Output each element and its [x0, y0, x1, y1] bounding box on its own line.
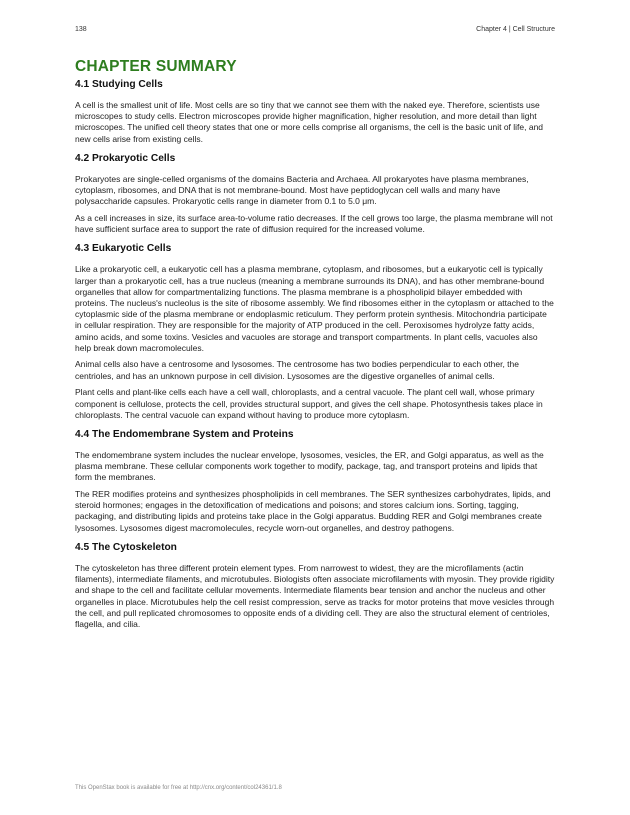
- section-heading: 4.4 The Endomembrane System and Proteins: [75, 428, 294, 440]
- section-cytoskeleton: [75, 542, 555, 630]
- paragraph: The endomembrane system includes the nuclear envelope, lysosomes, vesicles, the ER, and Golgi apparatus, as well as the plasma membrane. These cellular components work together to modify, package, tag, and transport proteins and lipids that form the membranes.: [75, 449, 544, 483]
- paragraph: Like a prokaryotic cell, a eukaryotic cell has a plasma membrane, cytoplasm, and ribosomes, but a eukaryotic cell is typically larger than a prokaryotic cell, has a true nucleus (meaning a membrane surrounds its DNA), and has other membrane-bound organelles that allow for compartmentalizing functions. The plasma membrane is a phospholipid bilayer embedded with proteins. The nucleus's nucleolus is the site of ribosome assembly. We find ribosomes either in the cytoplasm or attached to the cytoplasmic side of the plasma membrane or endoplasmic reticulum. They perform protein synthesis. Mitochondria participate in cellular respiration. They are responsible for the majority of ATP produced in the cell. Peroxisomes hydrolyze fatty acids, amino acids, and some toxins. Vesicles and vacuoles are storage and transport compartments. In plant cells, vacuoles also help break down macromolecules.: [75, 264, 554, 353]
- section-heading: 4.5 The Cytoskeleton: [75, 541, 177, 553]
- section-heading: 4.2 Prokaryotic Cells: [75, 152, 176, 164]
- paragraph: Plant cells and plant-like cells each have a cell wall, chloroplasts, and a central vacuole. The plant cell wall, whose primary component is cellulose, protects the cell, provides structural support, and gives the cell shape. Photosynthesis takes place in chloroplasts. The central vacuole can expand without having to produce more cytoplasm.: [75, 387, 543, 420]
- page-title: CHAPTER SUMMARY: [75, 58, 237, 75]
- footer-notice: This OpenStax book is available for free at http://cnx.org/content/col24361/1.8: [75, 785, 282, 791]
- paragraph: The cytoskeleton has three different protein element types. From narrowest to widest, they are the microfilaments (actin filaments), intermediate filaments, and microtubules. Biologists often associate microfilaments with myosin. They provide rigidity and shape to the cell and facilitate cellular movements. Intermediate filaments bear tension and anchor the nucleus and other organelles in place. Microtubules help the cell resist compression, serve as tracks for motor proteins that move vesicles through the cell, and pull replicated chromosomes to opposite ends of a dividing cell. They are also the structural element of centrioles, flagella, and cilia.: [75, 562, 555, 629]
- paragraph: As a cell increases in size, its surface area-to-volume ratio decreases. If the cell grows too large, the plasma membrane will not have sufficient surface area to support the rate of diffusion required for the increased volume.: [75, 212, 553, 235]
- section-eukaryotic-cells: [75, 243, 555, 421]
- paragraph: The RER modifies proteins and synthesizes phospholipids in cell membranes. The SER synthesizes carbohydrates, lipids, and steroid hormones; engages in the detoxification of medications and poisons; and stores calcium ions. Sorting, tagging, packaging, and distributing lipids and proteins take place in the Golgi apparatus. Budding RER and Golgi membranes create lysosomes. Lysosomes digest macromolecules, recycle worn-out organelles, and destroy pathogens.: [75, 489, 551, 533]
- section-endomembrane-system: [75, 429, 555, 534]
- section-studying-cells: [75, 79, 555, 145]
- chapter-summary: [75, 58, 555, 638]
- page-number: 138: [75, 26, 87, 33]
- paragraph: Animal cells also have a centrosome and lysosomes. The centrosome has two bodies perpendicular to each other, the centrioles, and has an unknown purpose in cell division. Lysosomes are the digestive organelles of animal cells.: [75, 359, 519, 381]
- paragraph: A cell is the smallest unit of life. Most cells are so tiny that we cannot see them with the naked eye. Therefore, scientists use microscopes to study cells. Electron microscopes provide higher magnification, higher resolution, and more detail than light microscopes. The unified cell theory states that one or more cells comprise all organisms, the cell is the basic unit of life, and new cells arise from existing cells.: [75, 100, 544, 144]
- section-prokaryotic-cells: [75, 153, 555, 236]
- paragraph: Prokaryotes are single-celled organisms of the domains Bacteria and Archaea. All prokaryotes have plasma membranes, cytoplasm, ribosomes, and DNA that is not membrane-bound. Most have peptidoglycan cell walls and many have polysaccharide capsules. Prokaryotic cells range in diameter from 0.1 to 5.0 μm.: [75, 173, 529, 207]
- section-heading: 4.3 Eukaryotic Cells: [75, 243, 172, 255]
- running-chapter-title: Chapter 4 | Cell Structure: [476, 26, 555, 33]
- section-heading: 4.1 Studying Cells: [75, 79, 163, 90]
